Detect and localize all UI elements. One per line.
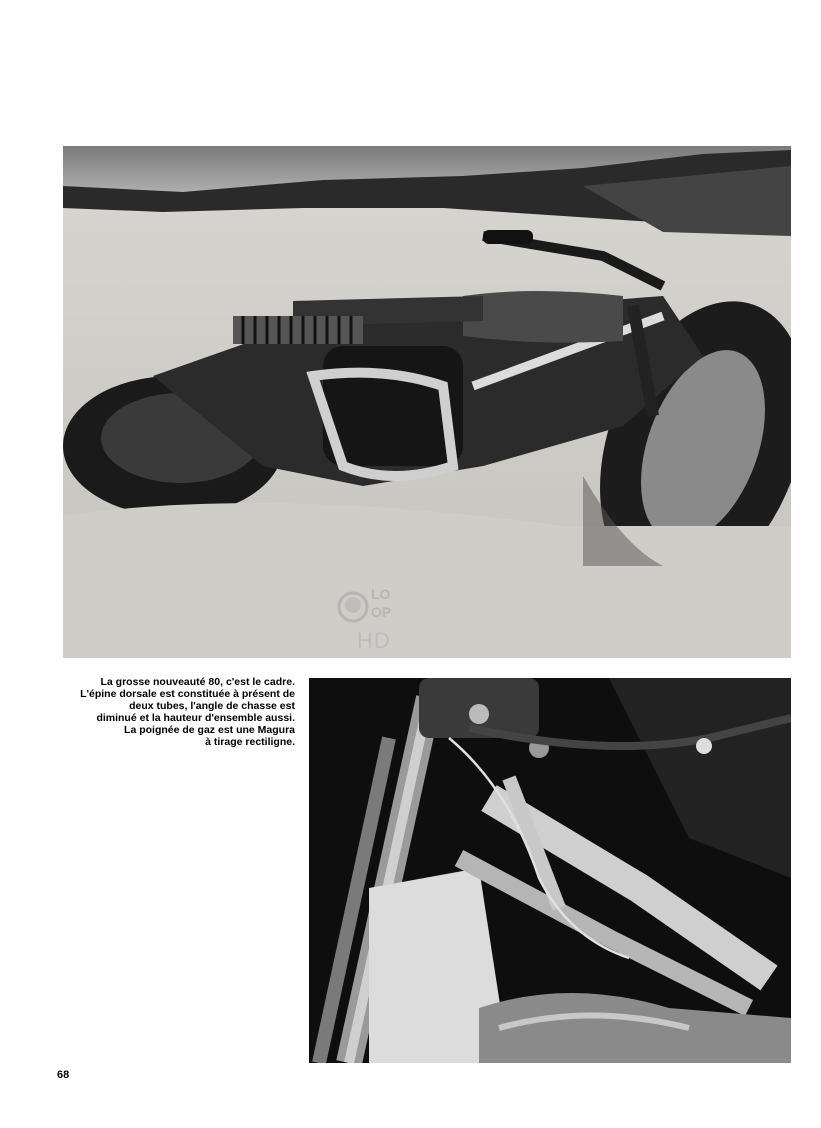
motorcycle-on-sand-photo <box>63 146 791 658</box>
frame-closeup-photo <box>309 678 791 1063</box>
watermark-text: HD <box>357 628 391 653</box>
svg-text:OP: OP <box>371 604 392 620</box>
page-number: 68 <box>57 1069 70 1081</box>
svg-text:LO: LO <box>371 586 391 602</box>
photo-caption: La grosse nouveauté 80, c'est le cadre. L'épine dorsale est constituée à présent de deux tubes, l'angle de chasse est diminué et la hauteur d'ensemble aussi. La poignée de gaz est une Magura à tirage rectiligne. <box>80 676 295 748</box>
